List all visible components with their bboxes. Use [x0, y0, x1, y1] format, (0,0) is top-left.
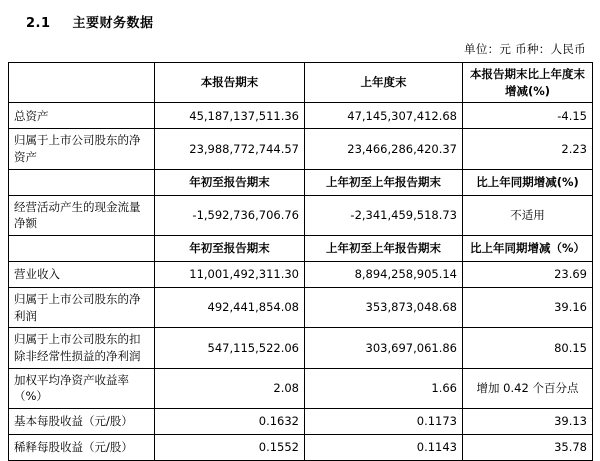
section-title: 主要财务数据 [72, 16, 154, 31]
row-value-operating-cashflow-prior: -2,341,459,518.73 [305, 195, 463, 235]
table-row [9, 368, 593, 408]
table-row [9, 129, 593, 169]
row-value-net-profit-excl-current: 547,115,522.06 [155, 328, 305, 368]
row-value-net-assets-prior: 23,466,286,420.37 [305, 129, 463, 169]
row-label-net-assets-attributable: 归属于上市公司股东的净资产 [9, 129, 155, 169]
header-blank-cell [9, 63, 155, 103]
row-value-total-assets-current: 45,187,137,511.36 [155, 103, 305, 129]
financial-data-table [8, 62, 593, 461]
row-value-net-profit-prior: 353,873,048.68 [305, 288, 463, 328]
row-value-total-assets-prior: 47,145,307,412.68 [305, 103, 463, 129]
page-title [8, 0, 592, 39]
header-current-period-end: 本报告期末 [155, 63, 305, 103]
table-header-row-cashflow [9, 169, 593, 195]
row-value-operating-cashflow-current: -1,592,736,706.76 [155, 195, 305, 235]
row-value-weighted-roe-change: 增加 0.42 个百分点 [463, 368, 593, 408]
row-value-diluted-eps-prior: 0.1143 [305, 435, 463, 461]
row-value-revenue-change: 23.69 [463, 262, 593, 288]
table-header-row-balance [9, 63, 593, 103]
header-ytd-prior: 上年初至上年报告期末 [305, 169, 463, 195]
table-row [9, 435, 593, 461]
row-value-net-profit-excl-change: 80.15 [463, 328, 593, 368]
row-value-operating-cashflow-change: 不适用 [463, 195, 593, 235]
row-value-net-profit-change: 39.16 [463, 288, 593, 328]
row-value-net-assets-current: 23,988,772,744.57 [155, 129, 305, 169]
row-value-net-profit-current: 492,441,854.08 [155, 288, 305, 328]
table-row [9, 409, 593, 435]
table-row [9, 103, 593, 129]
row-value-total-assets-change: -4.15 [463, 103, 593, 129]
row-value-basic-eps-current: 0.1632 [155, 409, 305, 435]
row-label-basic-eps: 基本每股收益（元/股） [9, 409, 155, 435]
row-value-weighted-roe-current: 2.08 [155, 368, 305, 408]
row-label-net-profit-attributable: 归属于上市公司股东的净利润 [9, 288, 155, 328]
row-label-total-assets: 总资产 [9, 103, 155, 129]
row-value-basic-eps-prior: 0.1173 [305, 409, 463, 435]
header-blank-cell-2 [9, 169, 155, 195]
header-ytd-current: 年初至报告期末 [155, 169, 305, 195]
row-value-revenue-prior: 8,894,258,905.14 [305, 262, 463, 288]
row-value-basic-eps-change: 39.13 [463, 409, 593, 435]
table-row [9, 262, 593, 288]
header-yoy-change-2: 比上年同期增减（%） [463, 236, 593, 262]
row-label-revenue: 营业收入 [9, 262, 155, 288]
unit-currency-note: 单位：元 币种：人民币 [464, 42, 586, 56]
header-change-vs-last-year-end: 本报告期末比上年度末增减(%) [463, 63, 593, 103]
table-row [9, 288, 593, 328]
section-number: 2.1 [26, 16, 51, 31]
row-value-net-assets-change: 2.23 [463, 129, 593, 169]
row-label-diluted-eps: 稀释每股收益（元/股） [9, 435, 155, 461]
row-value-weighted-roe-prior: 1.66 [305, 368, 463, 408]
table-header-row-income [9, 236, 593, 262]
row-value-revenue-current: 11,001,492,311.30 [155, 262, 305, 288]
row-label-net-profit-excl-nonrecurring: 归属于上市公司股东的扣除非经常性损益的净利润 [9, 328, 155, 368]
header-blank-cell-3 [9, 236, 155, 262]
header-ytd-prior-2: 上年初至上年报告期末 [305, 236, 463, 262]
row-value-diluted-eps-change: 35.78 [463, 435, 593, 461]
table-row [9, 195, 593, 235]
row-value-net-profit-excl-prior: 303,697,061.86 [305, 328, 463, 368]
row-label-weighted-roe: 加权平均净资产收益率（%） [9, 368, 155, 408]
table-row [9, 328, 593, 368]
row-label-operating-cashflow: 经营活动产生的现金流量净额 [9, 195, 155, 235]
row-value-diluted-eps-current: 0.1552 [155, 435, 305, 461]
header-ytd-current-2: 年初至报告期末 [155, 236, 305, 262]
header-last-year-end: 上年度末 [305, 63, 463, 103]
header-yoy-change: 比上年同期增减(%) [463, 169, 593, 195]
